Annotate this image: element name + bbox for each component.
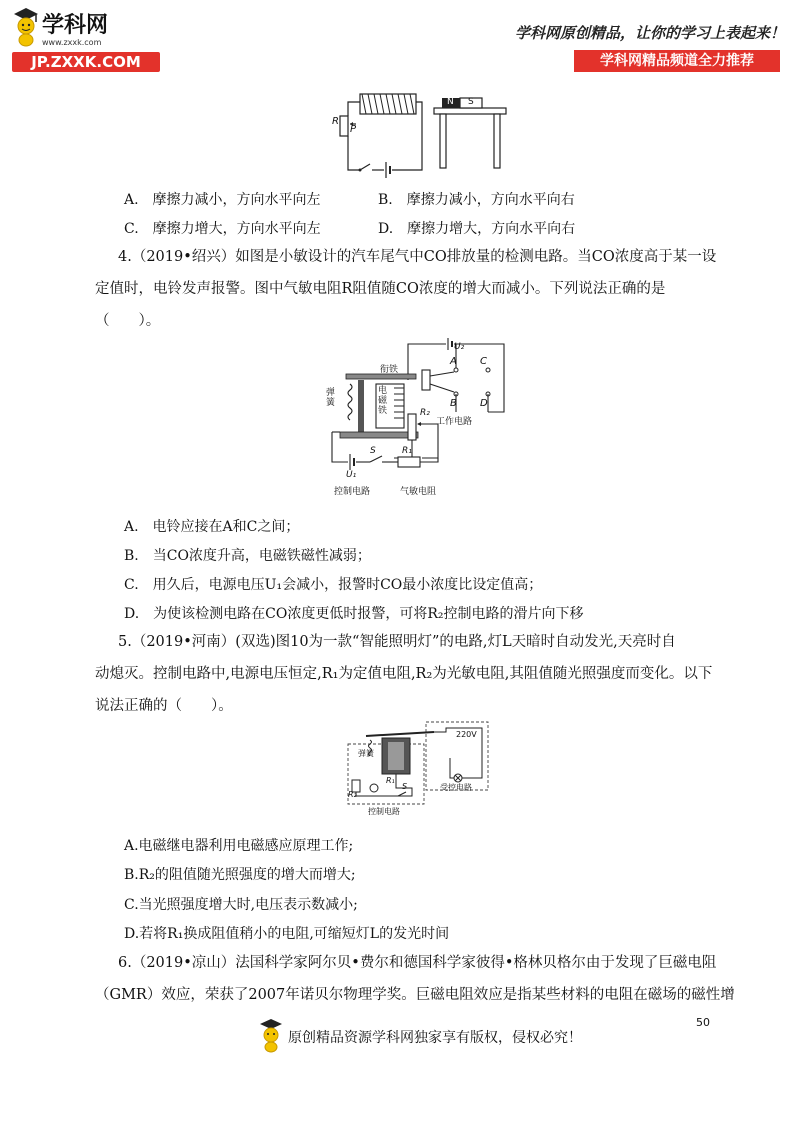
header-banner: 学科网精品频道全力推荐 — [574, 50, 780, 72]
logo-domain: www.zxxk.com — [42, 38, 102, 47]
q6-stem-line2: （GMR）效应，荣获了2007年诺贝尔物理学奖。巨磁电阻效应是指某些材料的电阻在磁场的磁性增 — [95, 987, 735, 1003]
q4-stem-line3: （ ）。 — [95, 313, 161, 329]
label-220v: 220V — [456, 730, 477, 739]
q3-option-a: A. 摩擦力减小，方向水平向左 — [124, 192, 321, 208]
label-r2: R₂ — [420, 408, 430, 418]
q5-stem-line3: 说法正确的（ ）。 — [95, 698, 233, 714]
q3-option-d: D. 摩擦力增大，方向水平向右 — [378, 221, 576, 237]
page-number: 50 — [696, 1016, 710, 1029]
label-tanhuang: 弹簧 — [326, 388, 336, 408]
label-gas-resistor: 气敏电阻 — [400, 487, 437, 497]
q4-stem-line2: 定值时，电铃发声报警。图中气敏电阻R阻值随CO浓度的增大而减小。下列说法正确的是 — [95, 281, 666, 297]
logo-name: 学科网 — [42, 13, 109, 38]
q4-option-a: A. 电铃应接在A和C之间； — [124, 519, 300, 535]
label-b: B — [450, 398, 457, 409]
label-r: R — [332, 116, 339, 127]
label-u1: U₁ — [346, 470, 357, 480]
label-s: S — [402, 782, 408, 791]
q3-option-b: B. 摩擦力减小，方向水平向右 — [378, 192, 575, 208]
logo-icon — [12, 6, 40, 48]
label-r1: R₁ — [386, 776, 395, 785]
q4-stem-line1: 4.（2019•绍兴）如图是小敏设计的汽车尾气中CO排放量的检测电路。当CO浓度高于某一设 — [118, 249, 717, 265]
label-xiantie: 衔铁 — [380, 365, 399, 375]
label-d: D — [480, 398, 488, 409]
label-work-circuit: 工作电路 — [436, 417, 473, 427]
label-s: S — [370, 446, 376, 456]
header-slogan: 学科网原创精品，让你的学习上表起来！ — [514, 24, 785, 42]
label-tanhuang: 弹簧 — [358, 749, 374, 758]
figure-smart-lamp-circuit — [346, 718, 492, 818]
label-control-circuit: 控制电路 — [368, 807, 400, 816]
q5-option-a: A.电磁继电器利用电磁感应原理工作; — [124, 838, 354, 854]
q6-stem-line1: 6.（2019•凉山）法国科学家阿尔贝•费尔和德国科学家彼得•格林贝格尔由于发现了巨磁电阻 — [118, 955, 717, 971]
footer-logo-icon — [258, 1018, 284, 1054]
label-a: A — [450, 356, 457, 367]
label-controlled-circuit: 受控电路 — [440, 783, 472, 792]
q5-option-c: C.当光照强度增大时,电压表示数减小; — [124, 897, 358, 913]
figure-co-detection-circuit — [326, 332, 516, 500]
label-r2: R₂ — [348, 790, 357, 799]
q5-stem-line2: 动熄灭。控制电路中,电源电压恒定,R₁为定值电阻,R₂为光敏电阻,其阻值随光照强度而变化。以下 — [95, 666, 713, 682]
q5-option-d: D.若将R₁换成阻值稍小的电阻,可缩短灯L的发光时间 — [124, 926, 450, 942]
footer-copyright: 原创精品资源学科网独家享有版权，侵权必究！ — [288, 1030, 582, 1046]
label-s: S — [468, 97, 474, 107]
figure-electromagnet-table — [330, 88, 510, 178]
q5-option-b: B.R₂的阻值随光照强度的增大而增大; — [124, 867, 356, 883]
label-n: N — [447, 97, 454, 107]
q3-option-c: C. 摩擦力增大，方向水平向左 — [124, 221, 321, 237]
label-dianci: 电磁铁 — [378, 386, 388, 416]
label-c: C — [480, 356, 487, 367]
label-r1: R₁ — [402, 446, 412, 456]
logo-url[interactable]: JP.ZXXK.COM — [12, 52, 160, 72]
label-control-circuit: 控制电路 — [334, 487, 371, 497]
q4-option-d: D. 为使该检测电路在CO浓度更低时报警，可将R₂控制电路的滑片向下移 — [124, 606, 584, 622]
q4-option-b: B. 当CO浓度升高，电磁铁磁性减弱； — [124, 548, 371, 564]
label-p: P — [350, 124, 357, 135]
q4-option-c: C. 用久后，电源电压U₁会减小，报警时CO最小浓度比设定值高； — [124, 577, 543, 593]
label-u2: U₂ — [454, 342, 465, 352]
q5-stem-line1: 5.（2019•河南）(双选)图10为一款“智能照明灯”的电路,灯L天暗时自动发光,天亮时自 — [118, 634, 676, 650]
